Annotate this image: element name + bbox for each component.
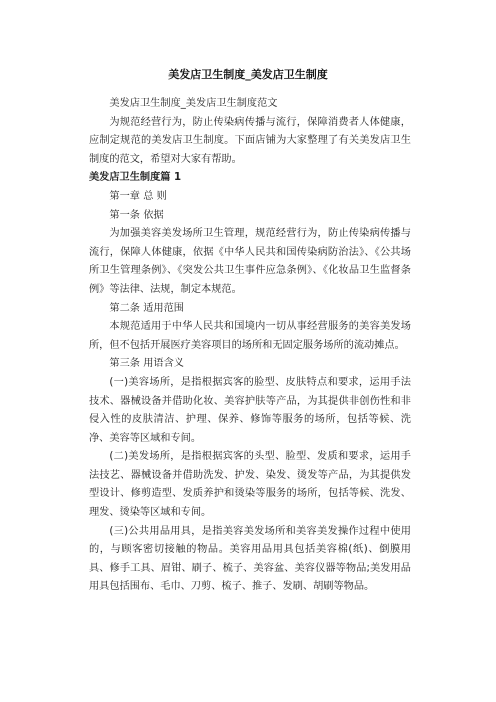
document-body [89,95,411,597]
paragraph: 本规范适用于中华人民共和国境内一切从事经营服务的美容美发场所，但不包括开展医疗美容项目的场所和无固定服务场所的流动摊点。 [89,321,411,351]
paragraph: (三)公共用品用具，是指美容美发场所和美容美发操作过程中使用的，与顾客密切接触的物品。美容用品用具包括美容棉(纸)、倒膜用具、修手工具、眉钳、刷子、梳子、美容盆、美容仪器等物品;美发用品用具包括围布、毛巾、刀剪、梳子、推子、发刷、胡刷等物品。 [89,525,411,593]
paragraph: (二)美发场所，是指根据宾客的头型、脸型、发质和要求，运用手法技艺、器械设备并借助洗发、护发、染发、烫发等产品，为其提供发型设计、修剪造型、发质养护和烫染等服务的场所，包括等候、洗发、理发、烫染等区域和专间。 [89,451,411,519]
paragraph: (一)美容场所，是指根据宾客的脸型、皮肤特点和要求，运用手法技术、器械设备并借助化妆、美容护肤等产品，为其提供非创伤性和非侵入性的皮肤清洁、护理、保养、修饰等服务的场所，包括等候、洗净、美容等区域和专间。 [89,376,411,444]
chapter-heading: 第一章 总 则 [109,190,167,202]
document-title: 美发店卫生制度_美发店卫生制度 [168,68,328,81]
paragraph: 为加强美容美发场所卫生管理，规范经营行为，防止传染病传播与流行，保障人体健康，依据《中华人民共和国传染病防治法》、《公共场所卫生管理条例》、《突发公共卫生事件应急条例》、《化妆品卫生监督条例》等法律、法规，制定本规范。 [89,228,411,295]
article-heading: 第三条 用语含义 [109,358,184,370]
paragraph: 美发店卫生制度_美发店卫生制度范文 [109,98,278,109]
article-heading: 第二条 适用范围 [109,302,184,314]
article-heading: 第一条 依据 [109,209,164,221]
section-heading: 美发店卫生制度篇 1 [89,172,182,184]
paragraph: 为规范经营行为，防止传染病传播与流行，保障消费者人体健康，应制定规范的美发店卫生制度。下面店铺为大家整理了有关美发店卫生制度的范文，希望对大家有帮助。 [89,116,411,165]
